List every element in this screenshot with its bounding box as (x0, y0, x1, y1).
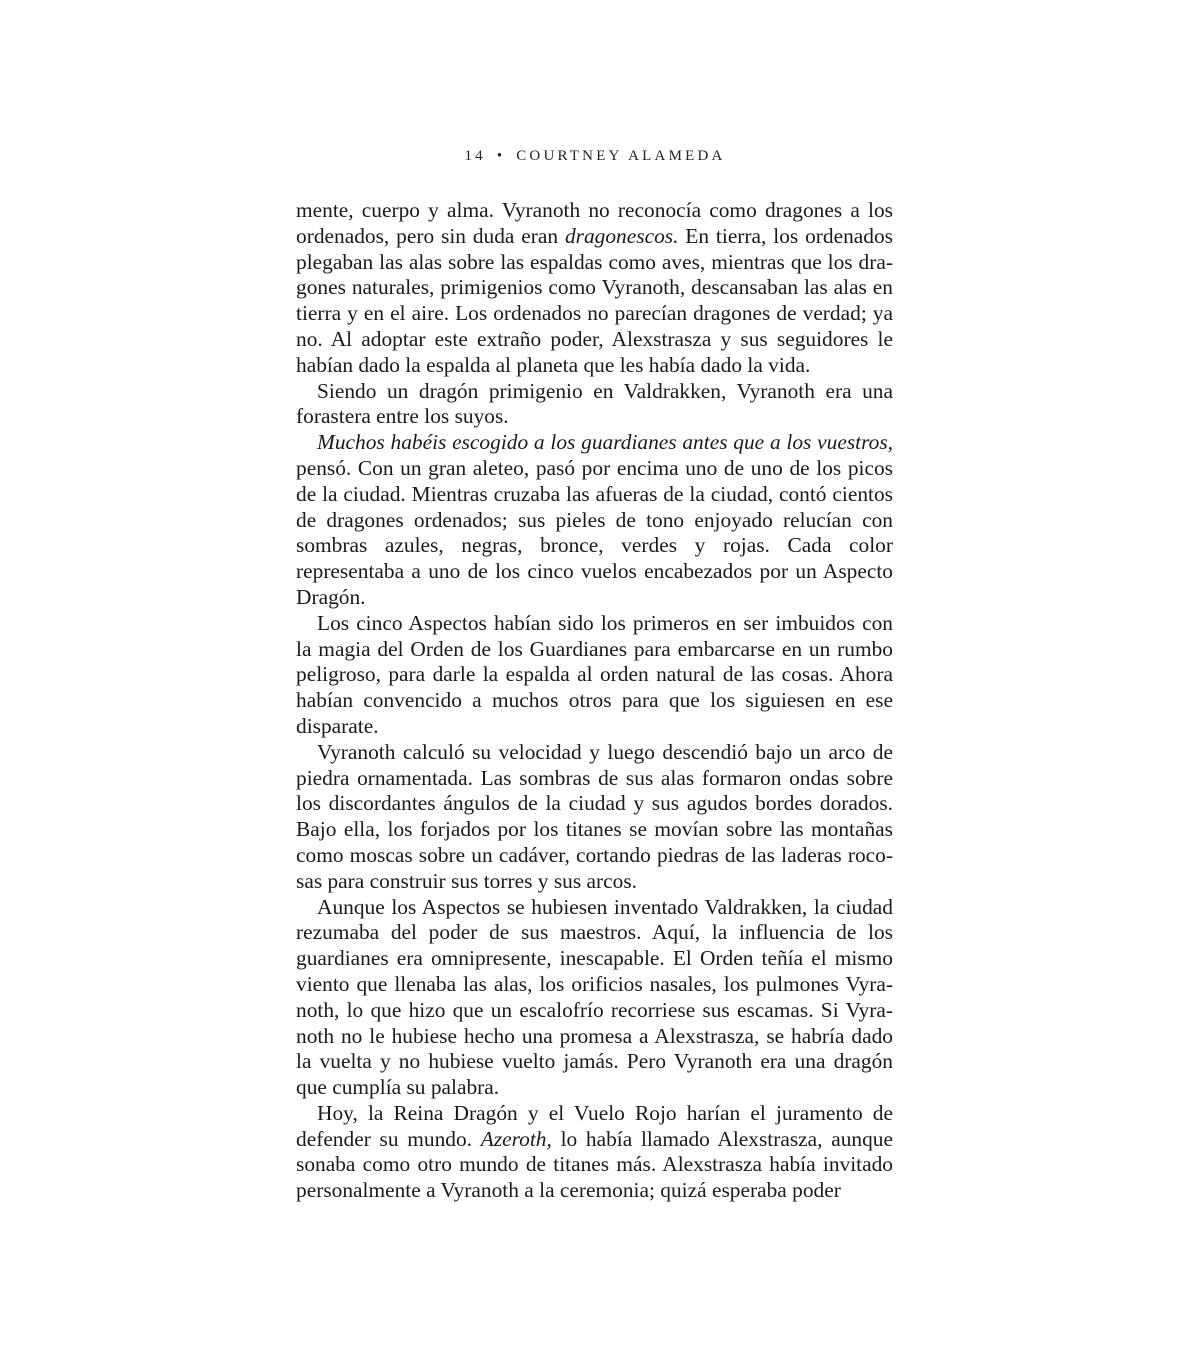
body-text (296, 198, 893, 1204)
paragraph-3-italic: Muchos habéis escogido a los guardianes antes que a los vuestros, (317, 430, 893, 455)
paragraph-2: Siendo un dragón primigenio en Valdrakken, Vyranoth era una forastera entre los suyos. (296, 378, 893, 429)
paragraph-5: Vyranoth calculó su velocidad y luego descendió bajo un arco de piedra ornamentada. Las sombras de sus alas formaron ondas sobre los discordantes ángulos de la ciudad y sus agudos bordes dorados. Bajo ella, los forjados por los titanes se movían sobre las montañas como moscas sobre un cadáver, cortando piedras de las laderas rocosas para construir sus torres y sus arcos. (296, 739, 893, 893)
author-name: COURTNEY ALAMEDA (516, 148, 726, 164)
running-head (0, 148, 1190, 165)
running-head-separator: • (496, 148, 506, 164)
paragraph-4: Los cinco Aspectos habían sido los primeros en ser imbuidos con la magia del Orden de los Guardianes para embarcarse en un rumbo peligroso, para darle la espalda al orden natural de las cosas. Ahora habían convencido a muchos otros para que los siguiesen en ese disparate. (296, 610, 893, 738)
paragraph-1-text-b: En tierra, los ordenados plegaban las alas sobre las espaldas como aves, mientras que los dragones naturales, primigenios como Vyranoth, descansaban las alas en tierra y en el aire. Los ordenados no parecían dragones de verdad; ya no. Al adoptar este extraño poder, Alexstrasza y sus seguidores le habían dado la espalda al planeta que les había dado la vida. (296, 223, 894, 377)
page-number: 14 (464, 148, 486, 164)
paragraph-3 (296, 430, 893, 611)
paragraph-1 (296, 198, 893, 379)
paragraph-7-text-b: lo había llamado Alexstrasza, aunque sonaba como otro mundo de titanes más. Alexstrasza había invitado personalmente a Vyranoth a la ceremonia; quizá esperaba poder (296, 1126, 893, 1203)
paragraph-7-italic: Azeroth, (480, 1126, 552, 1151)
paragraph-7-text-a: Hoy, la Reina Dragón y el Vuelo Rojo harían el juramento de defender su mundo. (296, 1100, 893, 1151)
paragraph-1-italic: dragonescos. (564, 223, 679, 248)
paragraph-6: Aunque los Aspectos se hubiesen inventado Valdrakken, la ciudad rezumaba del poder de sus maestros. Aquí, la influencia de los guardianes era omnipresente, inescapable. El Orden teñía el mismo viento que llenaba las alas, los orificios nasales, los pulmones Vyranoth, lo que hizo que un escalofrío recorriese sus escamas. Si Vyranoth no le hubiese hecho una promesa a Alexstrasza, se habría dado la vuelta y no hubiese vuelto jamás. Pero Vyranoth era una dragón que cumplía su palabra. (296, 894, 893, 1100)
paragraph-7 (296, 1101, 893, 1204)
paragraph-1-text-a: mente, cuerpo y alma. Vyranoth no reconocía como dragones a los ordenados, pero sin duda eran (296, 198, 893, 248)
paragraph-3-text: pensó. Con un gran aleteo, pasó por encima uno de uno de los picos de la ciudad. Mientras cruzaba las afueras de la ciudad, contó cientos de dragones ordenados; sus pieles de tono enjoyado relucían con sombras azules, negras, bronce, verdes y rojas. Cada color representaba a uno de los cinco vuelos encabezados por un Aspecto Dragón. (296, 455, 893, 609)
